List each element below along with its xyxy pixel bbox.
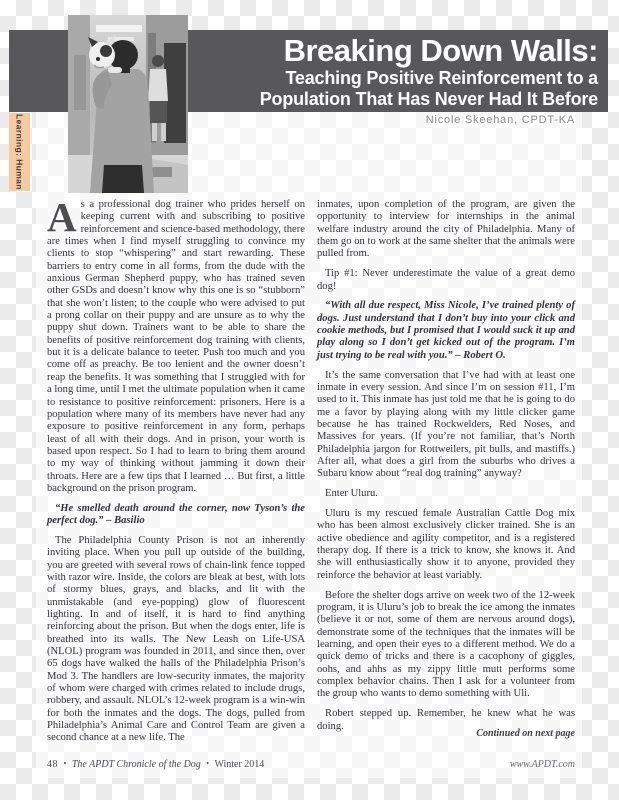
paragraph: The Philadelphia County Prison is not an inherently inviting place. When you pull up outside of the building, you are greeted with several rows of chain-link fence topped with razor wire. Inside, the colors are bleak at best, with lots of stormy blues, grays, and blacks, and lit with the unmistakable (and eye-popping) glow of fluorescent lighting. In and of itself, it is hard to find anything reinforcing about the prison. But when the dogs enter, life is breathed into its walls. The New Leash on Life-USA (NLOL) program was founded in 2011, and since then, over 65 dogs have walked the halls of the Philadelphia Prison’s Mod 3. The handlers are low-security inmates, the majority of whom were charged with crimes related to include drugs, robbery, and assault. NLOL’s 12-week program is a win-win for both the inmates and the dogs. The dogs, pulled from Philadelphia’s Animal Care and Control Team are given a second chance at a new life. The <box>47 534 305 744</box>
footer-separator: • <box>206 759 210 768</box>
paragraph: Tip #1: Never underestimate the value of a great demo dog! <box>317 268 575 292</box>
article-subtitle-line2: Population That Has Never Had It Before <box>259 88 598 109</box>
continued-note: Continued on next page <box>476 728 575 740</box>
pull-quote: “He smelled death around the corner, now Tyson’s the perfect dog.” – Basilio <box>47 502 305 527</box>
article-subtitle-line1: Teaching Positive Reinforcement to a <box>285 68 598 88</box>
pull-quote: “With all due respect, Miss Nicole, I’ve trained plenty of dogs. Just understand that I don’t buy into your click and cookie methods, but I promised that I would suck it up and play along so I don’t get kicked out of the program. I’m just trying to be real with you.” – Robert O. <box>317 300 575 361</box>
paragraph: Uluru is my rescued female Australian Cattle Dog mix who has been almost exclusively clicker trained. She is an active obedience and agility competitor, and is a registered therapy dog. If there is a trick to know, she knows it. And she will enthusiastically show it to anyone, provided they reinforce the behavior at least variably. <box>317 508 575 581</box>
paragraph: Enter Uluru. <box>325 488 378 500</box>
article-photo <box>68 15 188 193</box>
paragraph <box>47 194 305 495</box>
paragraph: inmates, upon completion of the program, are given the opportunity to interview for internships in the animal welfare industry around the city of Philadelphia. Many of them go on to work at the same shelter that the animals were pulled from. <box>317 199 575 260</box>
author-byline: Nicole Skeehan, CPDT-KA <box>425 114 575 126</box>
paragraph: Before the shelter dogs arrive on week two of the 12-week program, it is Uluru’s job to break the ice among the inmates (believe it or not, some of them are nervous around dogs), demonstrate some of the techniques that the inmates will be learning, and open their eyes to a different method. We do a quick demo of tricks and there is a cacophony of giggles, oohs, and ahhs as my zippy little mutt performs some complex behavior chains. Then I ask for a volunteer from the group who wants to demo something with Uli. <box>317 589 575 700</box>
issue-label: Winter 2014 <box>214 759 265 770</box>
paragraph-text: s a professional dog trainer who prides herself on keeping current with and subscribing to positive reinforcement and science-based methodology, there are times when I find myself struggling to convince my clients to stop “whispering” and start rewarding. These barriers to entry come in all forms, from the dude with the anxious German Shepherd puppy, who has trained seven other GSDs and doesn’t know why this one is so “stubborn” that she won’t listen; to the couple who were advised to put a prong collar on their puppy and are unsure as to why the puppy shut down. Trainers want to be able to share the benefits of positive reinforcement dog training with clients, but it is a delicate balance to teeter. Push too much and you come off as preachy. Be too lenient and the owner doesn’t reap the benefits. It was something that I struggled with for a long time, until I met the ultimate population when it came to resistance to positive reinforcement: prisoners. Here is a population where many of its members have never had any exposure to positive reinforcement in any form, perhaps least of all with their dogs. And in prison, your worth is based upon respect. So I had to learn to bring them around to my way of thinking without jamming it down their throats. Here are a few tips that I learned … But first, a little background on the prison program. <box>47 199 305 494</box>
footer-separator: • <box>63 759 67 768</box>
paragraph: It’s the same conversation that I’ve had with at least one inmate in every session. And since I’m on session #11, I’m used to it. This inmate has just told me that he is going to do me a favor by playing along with my little clicker game because he has trained Rockwelders, Red Noses, and Massives for years. (If you’re not familiar, that’s North Philadelphia jargon for Rottweilers, pit bulls, and mastiffs.) After all, what does a girl from the suburbs who drives a Subaru know about “real dog training” anyway? <box>317 369 575 480</box>
article-column-right <box>317 199 575 740</box>
website-url: www.APDT.com <box>509 759 575 770</box>
prison-hallway-photo-illustration <box>68 15 188 193</box>
footer-left <box>47 759 264 770</box>
page-footer <box>47 759 575 770</box>
article-title: Breaking Down Walls: <box>283 33 598 68</box>
page-number: 48 <box>47 759 58 770</box>
drop-cap: A <box>47 194 77 240</box>
magazine-title: The APDT Chronicle of the Dog <box>71 759 201 770</box>
paragraph: Robert stepped up. Remember, he knew what he was doing. <box>317 708 575 732</box>
section-tab <box>9 113 30 191</box>
section-tab-label: Learning: Human <box>14 114 25 190</box>
article-column-left <box>47 194 305 752</box>
